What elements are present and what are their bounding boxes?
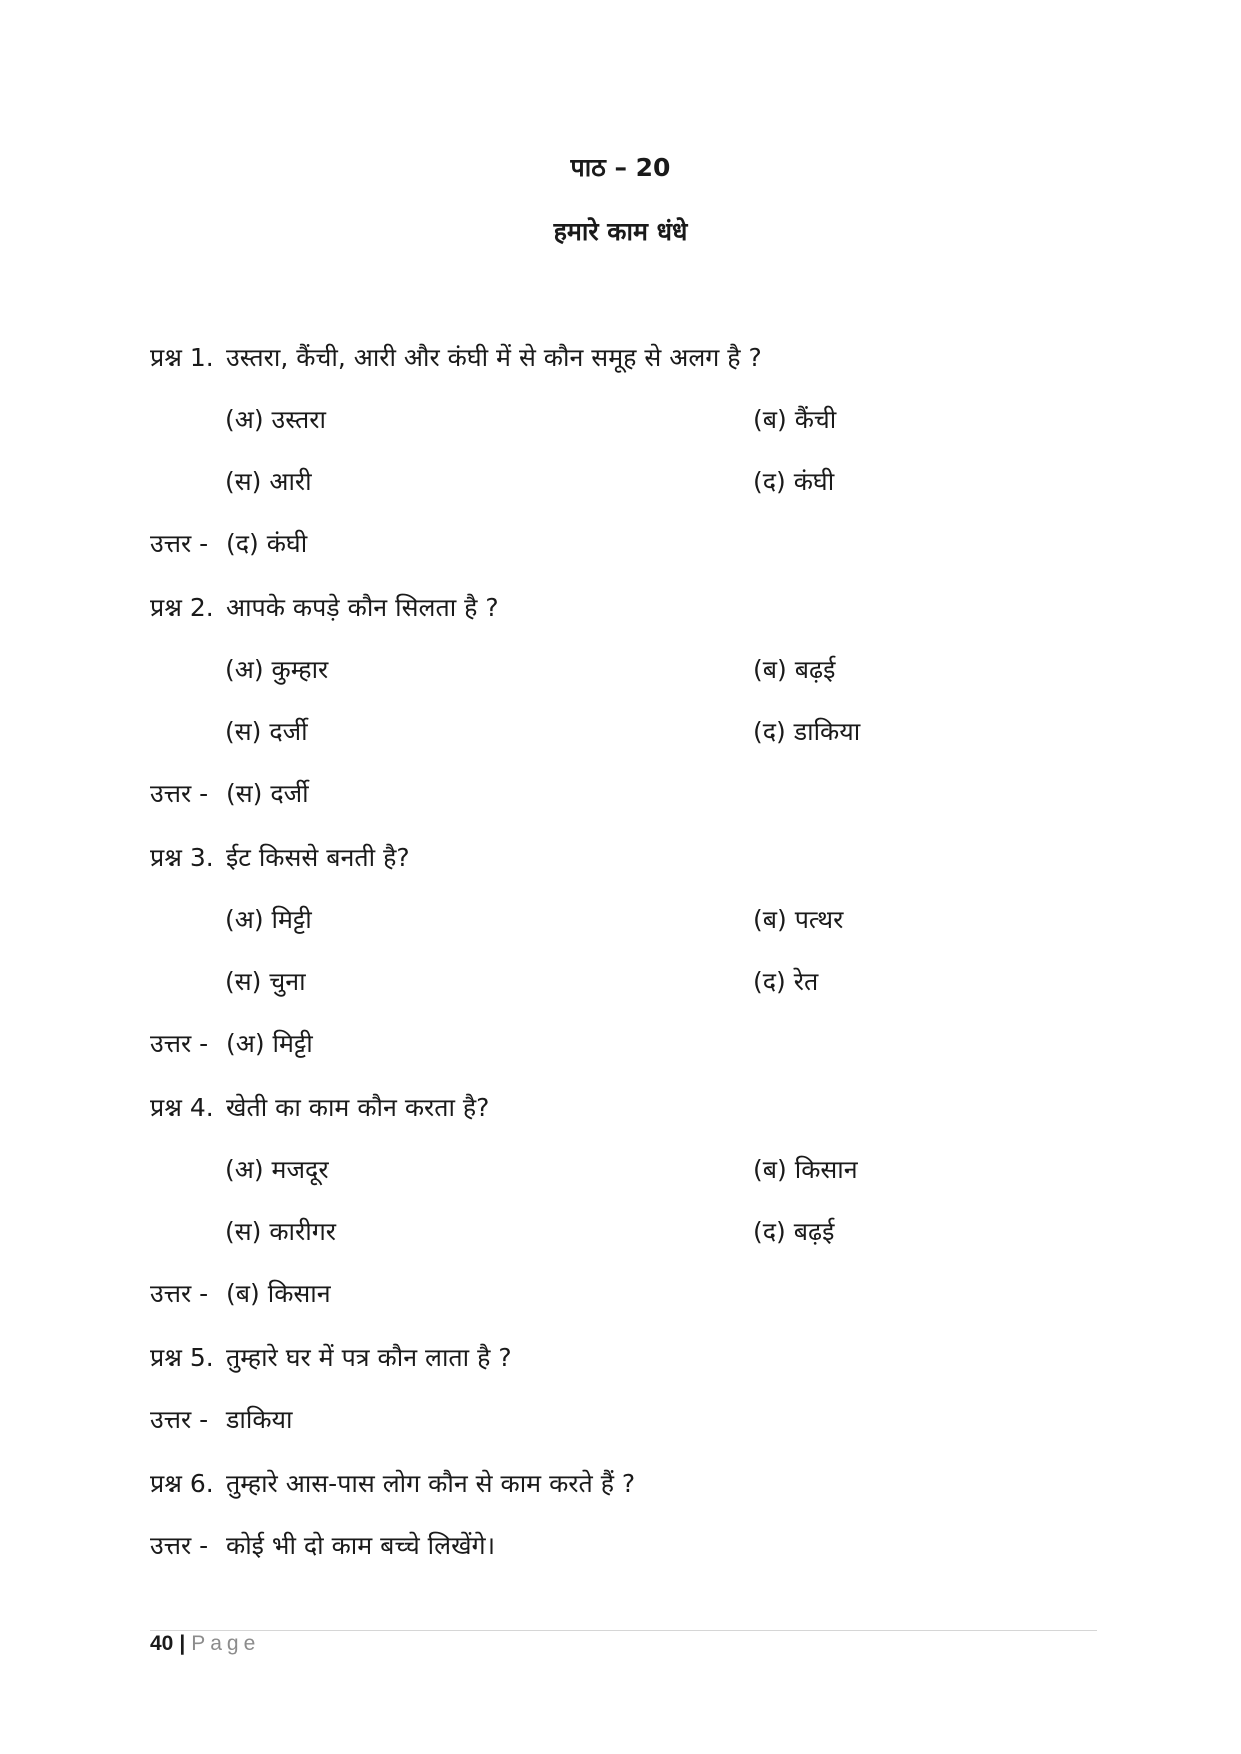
option-c: (स) कारीगर — [225, 1217, 337, 1246]
answer-1 — [150, 526, 307, 560]
question-text: उस्तरा, कैंची, आरी और कंघी में से कौन समूह से अलग है ? — [226, 343, 762, 372]
answer-text: डाकिया — [226, 1405, 293, 1434]
question-2 — [150, 590, 499, 624]
question-text: आपके कपड़े कौन सिलता है ? — [226, 593, 499, 622]
option-d: (द) बढ़ई — [753, 1217, 835, 1246]
answer-label: उत्तर - — [150, 1029, 209, 1058]
option-b: (ब) कैंची — [753, 405, 837, 434]
lesson-number: पाठ – 20 — [570, 153, 671, 182]
answer-6 — [150, 1528, 495, 1562]
option-b: (ब) बढ़ई — [753, 655, 836, 684]
question-text: तुम्हारे घर में पत्र कौन लाता है ? — [226, 1343, 512, 1372]
page-label: Page — [191, 1632, 261, 1655]
page-footer — [150, 1632, 260, 1656]
question-text: तुम्हारे आस-पास लोग कौन से काम करते हैं ? — [226, 1469, 636, 1498]
question-5 — [150, 1340, 512, 1374]
option-a: (अ) मजदूर — [225, 1155, 329, 1184]
question-3 — [150, 840, 410, 874]
answer-label: उत्तर - — [150, 529, 209, 558]
answer-label: उत्तर - — [150, 779, 209, 808]
answer-3 — [150, 1026, 313, 1060]
answer-label: उत्तर - — [150, 1531, 209, 1560]
answer-label: उत्तर - — [150, 1279, 209, 1308]
option-d: (द) रेत — [753, 967, 819, 996]
answer-text: (द) कंघी — [226, 529, 308, 558]
option-b: (ब) पत्थर — [753, 905, 844, 934]
option-a: (अ) मिट्टी — [225, 905, 312, 934]
option-d: (द) डाकिया — [753, 717, 861, 746]
option-a: (अ) उस्तरा — [225, 405, 326, 434]
option-c: (स) चुना — [225, 967, 306, 996]
option-c: (स) आरी — [225, 467, 312, 496]
question-1 — [150, 340, 762, 374]
answer-text: कोई भी दो काम बच्चे लिखेंगे। — [226, 1531, 496, 1560]
question-label: प्रश्न 2. — [150, 593, 214, 622]
answer-4 — [150, 1276, 331, 1310]
question-label: प्रश्न 5. — [150, 1343, 214, 1372]
question-label: प्रश्न 4. — [150, 1093, 214, 1122]
option-a: (अ) कुम्हार — [225, 655, 329, 684]
lesson-title: हमारे काम धंधे — [553, 217, 688, 246]
answer-5 — [150, 1402, 293, 1436]
question-text: खेती का काम कौन करता है? — [226, 1093, 490, 1122]
question-label: प्रश्न 6. — [150, 1469, 214, 1498]
question-text: ईट किससे बनती है? — [226, 843, 410, 872]
option-c: (स) दर्जी — [225, 717, 308, 746]
footer-separator: | — [179, 1632, 186, 1655]
answer-label: उत्तर - — [150, 1405, 209, 1434]
answer-text: (स) दर्जी — [226, 779, 309, 808]
option-d: (द) कंघी — [753, 467, 835, 496]
question-label: प्रश्न 1. — [150, 343, 214, 372]
question-4 — [150, 1090, 489, 1124]
answer-2 — [150, 776, 309, 810]
answer-text: (ब) किसान — [226, 1279, 331, 1308]
question-6 — [150, 1466, 635, 1500]
option-b: (ब) किसान — [753, 1155, 858, 1184]
footer-divider — [150, 1630, 1097, 1631]
question-label: प्रश्न 3. — [150, 843, 214, 872]
answer-text: (अ) मिट्टी — [226, 1029, 313, 1058]
page-number: 40 — [150, 1632, 174, 1655]
